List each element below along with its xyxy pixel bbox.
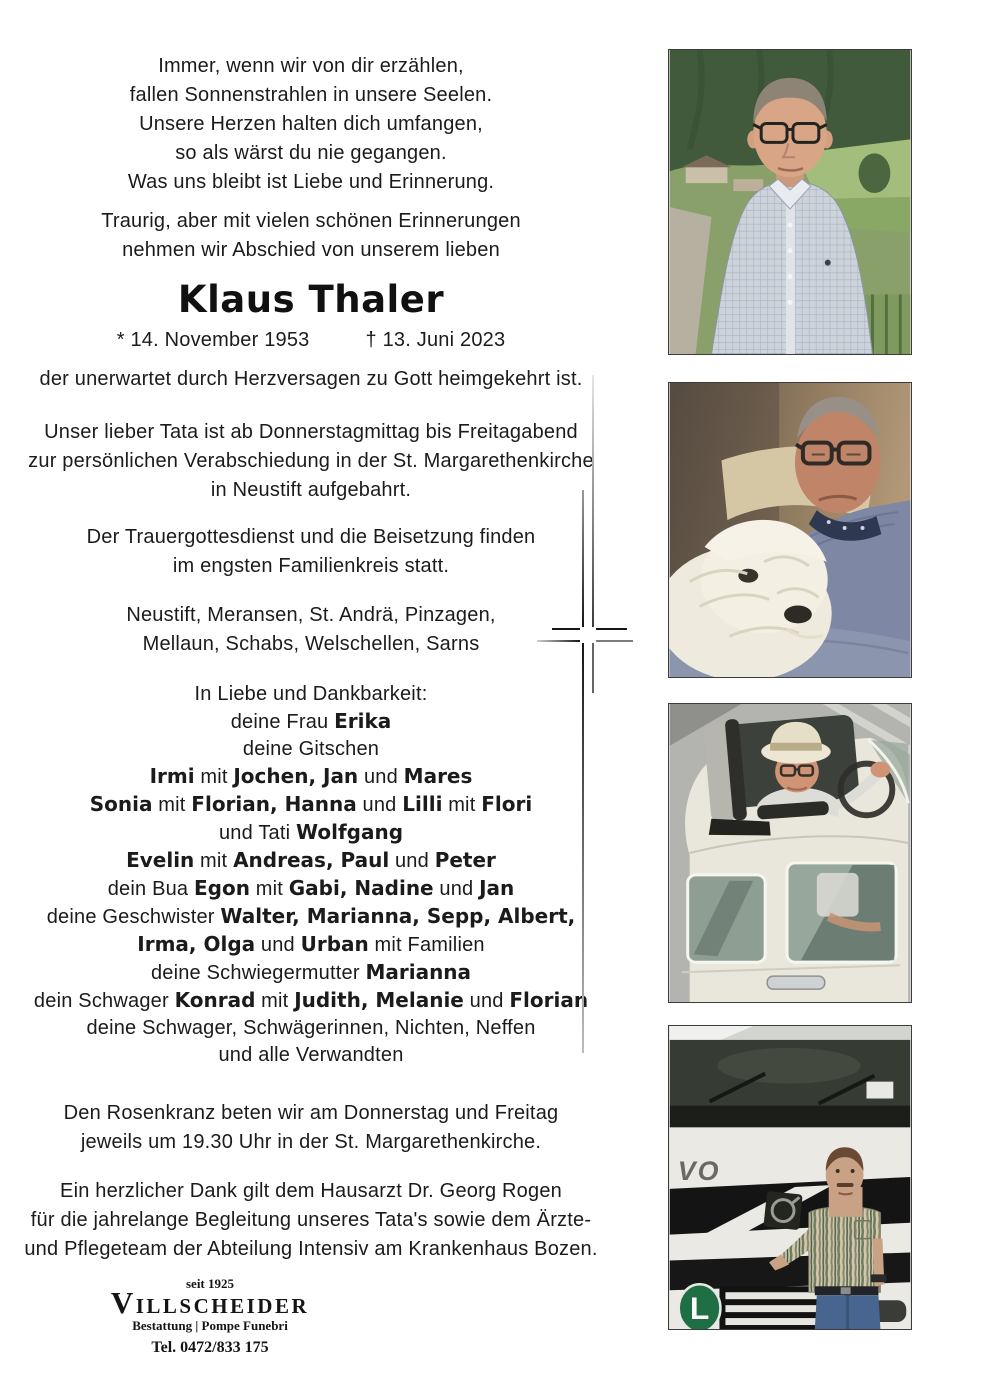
family-name: Wolfgang xyxy=(296,820,404,844)
family-line xyxy=(16,819,606,847)
thanks-note xyxy=(16,1177,606,1264)
windshield-sticker xyxy=(866,1082,893,1099)
photo-classic-car xyxy=(668,703,912,1003)
collar-dot xyxy=(861,526,865,530)
family-name: Marianna xyxy=(365,960,472,984)
family-name: Andreas, Paul xyxy=(233,848,390,872)
family-name: Sonia xyxy=(89,792,153,816)
volvo-badge xyxy=(763,1191,802,1230)
family-section xyxy=(16,681,606,1069)
classic-car xyxy=(682,714,908,1002)
family-relation: mit xyxy=(152,794,192,816)
eye xyxy=(836,1169,840,1173)
text-line: Neustift, Meransen, St. Andrä, Pinzagen, xyxy=(126,604,496,626)
family-relation: mit xyxy=(255,990,295,1012)
collar-dot xyxy=(827,520,831,524)
family-line xyxy=(16,1042,606,1069)
family-relation: und xyxy=(255,934,301,956)
hand xyxy=(870,762,890,778)
side-windows xyxy=(688,863,897,962)
deceased-name: Klaus Thaler xyxy=(177,278,445,321)
family-relation: und Tati xyxy=(218,822,297,844)
family-relation: deine Frau xyxy=(230,711,335,733)
family-name: Jan xyxy=(479,876,515,900)
text-line: Ein herzlicher Dank gilt dem Hausarzt Dr. Georg Rogen xyxy=(60,1180,562,1202)
family-relation: und xyxy=(389,850,435,872)
text-line: Traurig, aber mit vielen schönen Erinnerungen xyxy=(101,210,521,232)
cross-icon xyxy=(530,370,650,1060)
family-line xyxy=(16,791,606,819)
family-line xyxy=(16,736,606,763)
family-relation: dein Bua xyxy=(107,878,195,900)
windshield-reflection xyxy=(717,1048,860,1084)
family-name: Jochen, Jan xyxy=(233,764,359,788)
rosary-notice xyxy=(16,1099,606,1157)
family-line xyxy=(16,875,606,903)
text-column xyxy=(16,52,606,1264)
text-line: in Neustift aufgebahrt. xyxy=(210,479,412,501)
belt-buckle xyxy=(841,1287,851,1294)
eye xyxy=(851,1169,855,1173)
family-name: Flori xyxy=(481,792,533,816)
text-line: Unsere Herzen halten dich umfangen, xyxy=(139,113,483,135)
family-line xyxy=(16,763,606,791)
family-name: Urban xyxy=(300,932,369,956)
photo-portrait-outdoor xyxy=(668,49,912,355)
family-relation: mit xyxy=(249,878,289,900)
funeral-home-subtitle: Bestattung | Pompe Funebri xyxy=(132,1318,288,1333)
family-heading: In Liebe und Dankbarkeit: xyxy=(194,683,428,705)
family-relation: mit xyxy=(194,766,234,788)
family-relation: und xyxy=(433,878,480,900)
text-line: für die jahrelange Begleitung unseres Tata's sowie dem Ärzte- xyxy=(30,1209,592,1231)
text-line: Mellaun, Schabs, Welschellen, Sarns xyxy=(142,633,480,655)
family-relation: deine Schwager, Schwägerinnen, Nichten, Neffen xyxy=(86,1017,536,1039)
family-line xyxy=(16,1015,606,1042)
passing-line: der unerwartet durch Herzversagen zu Gott heimgekehrt ist. xyxy=(39,368,583,390)
patterned-shirt xyxy=(809,1207,881,1292)
text-line: Den Rosenkranz beten wir am Donnerstag und Freitag xyxy=(63,1102,559,1124)
laying-out-notice xyxy=(16,418,606,505)
family-relation: deine Geschwister xyxy=(46,906,221,928)
family-name: Egon xyxy=(194,876,250,900)
text-line: so als wärst du nie gegangen. xyxy=(175,142,447,164)
text-line: Immer, wenn wir von dir erzählen, xyxy=(158,55,464,77)
dog-nose xyxy=(784,605,812,623)
family-relation: deine Gitschen xyxy=(242,738,380,760)
wrist-watch xyxy=(870,1274,886,1282)
vent-band xyxy=(670,1105,910,1127)
family-name: Florian, Hanna xyxy=(191,792,357,816)
funeral-home-logo xyxy=(95,1276,325,1357)
family-name: Lilli xyxy=(402,792,443,816)
memorial-poem xyxy=(16,52,606,197)
family-line xyxy=(16,931,606,959)
text-line: im engsten Familienkreis statt. xyxy=(172,555,450,577)
shirt-button xyxy=(788,222,793,227)
family-relation: und xyxy=(463,990,510,1012)
text-line: Unser lieber Tata ist ab Donnerstagmittag bis Freitagabend xyxy=(44,421,578,443)
family-name: Erika xyxy=(334,709,392,733)
family-line xyxy=(16,987,606,1015)
birth-date: * 14. November 1953 xyxy=(116,329,310,351)
family-name: Gabi, Nadine xyxy=(288,876,434,900)
text-line: Der Trauergottesdienst und die Beisetzung finden xyxy=(86,526,536,548)
farewell-intro xyxy=(16,207,606,265)
collar-dot xyxy=(843,526,847,530)
family-relation: deine Schwiegermutter xyxy=(150,962,366,984)
funeral-service-notice xyxy=(16,523,606,581)
text-line: nehmen wir Abschied von unserem lieben xyxy=(122,239,500,261)
family-name: Evelin xyxy=(126,848,195,872)
chrome-door-handle xyxy=(767,976,825,989)
family-lines xyxy=(16,708,606,1069)
family-name: Mares xyxy=(403,764,473,788)
family-line xyxy=(16,959,606,987)
shirt-button xyxy=(788,274,793,279)
text-line: jeweils um 19.30 Uhr in der St. Margarethenkirche. xyxy=(80,1131,542,1153)
family-name: Judith, Melanie xyxy=(294,988,464,1012)
farm-house xyxy=(686,167,728,183)
l-plate-letter: L xyxy=(689,1290,710,1327)
family-line xyxy=(16,708,606,736)
family-relation: dein Schwager xyxy=(33,990,175,1012)
family-name: Walter, Marianna, Sepp, Albert, xyxy=(220,904,576,928)
funeral-home-since: seit 1925 xyxy=(185,1276,235,1291)
shirt-button xyxy=(788,300,793,305)
shirt-through-glass xyxy=(817,873,859,917)
chest-emblem xyxy=(825,260,831,266)
volvo-lettering: VO xyxy=(677,1155,721,1186)
family-name: Irma, Olga xyxy=(137,932,256,956)
text-line: und Pflegeteam der Abteilung Intensiv am Krankenhaus Bozen. xyxy=(24,1238,598,1260)
funeral-home-phone: Tel. 0472/833 175 xyxy=(151,1339,269,1356)
family-relation: mit xyxy=(194,850,234,872)
family-line xyxy=(16,847,606,875)
place-list xyxy=(16,601,606,659)
shirt-button xyxy=(788,248,793,253)
text-line: Was uns bleibt ist Liebe und Erinnerung. xyxy=(127,171,495,193)
tree xyxy=(859,153,891,193)
family-name: Konrad xyxy=(174,988,256,1012)
death-date: † 13. Juni 2023 xyxy=(365,329,506,351)
text-line: zur persönlichen Verabschiedung in der St. Margarethenkirche xyxy=(28,450,594,472)
family-name: Irmi xyxy=(149,764,195,788)
life-dates xyxy=(16,326,606,355)
family-relation: und xyxy=(356,794,403,816)
text-line: fallen Sonnenstrahlen in unsere Seelen. xyxy=(129,84,493,106)
photo-with-dog xyxy=(668,382,912,678)
family-relation: mit xyxy=(442,794,482,816)
hat-band xyxy=(770,743,822,751)
family-name: Peter xyxy=(434,848,496,872)
family-relation: mit Familien xyxy=(368,934,485,956)
mustache xyxy=(837,1183,854,1187)
photo-truck xyxy=(668,1025,912,1330)
family-relation: und alle Verwandten xyxy=(218,1044,404,1066)
family-relation: und xyxy=(358,766,404,788)
family-name: Florian xyxy=(509,988,589,1012)
farm-house-2 xyxy=(733,179,763,191)
family-line xyxy=(16,903,606,931)
funeral-home-name: VILLSCHEIDER xyxy=(110,1285,310,1320)
